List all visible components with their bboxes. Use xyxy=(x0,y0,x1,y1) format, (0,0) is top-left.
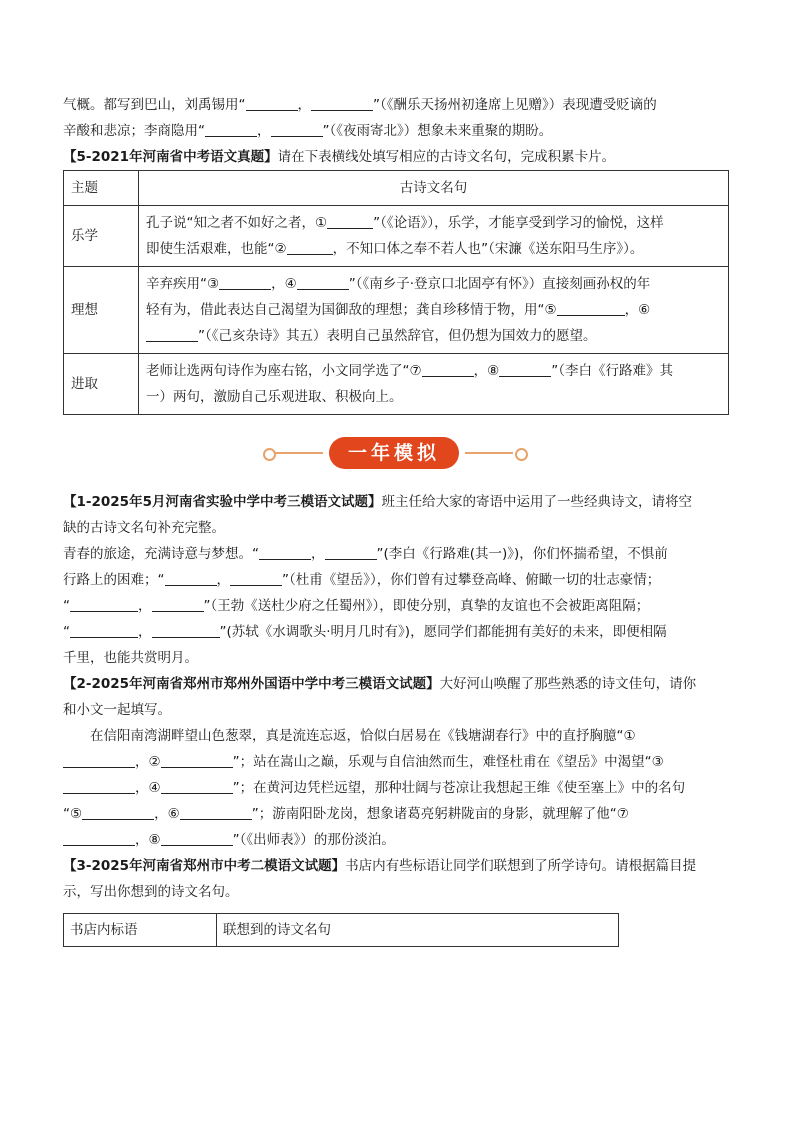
answer-blank[interactable] xyxy=(219,275,271,290)
answer-blank[interactable] xyxy=(63,831,135,846)
table-row xyxy=(64,267,729,354)
answer-blank[interactable] xyxy=(161,753,233,768)
question-3-heading-cont: 示，写出你想到的诗文名句。 xyxy=(63,884,239,900)
answer-blank[interactable] xyxy=(152,623,220,638)
verse-cell: 老师让选两句诗作为座右铭，小文同学选了“⑦ ，⑧ ”（李白《行路难》其 一）两句，激励自己乐观进取、积极向上。 xyxy=(139,354,729,415)
table-row xyxy=(64,354,729,415)
ornament-swirl-right xyxy=(515,448,528,461)
answer-blank[interactable] xyxy=(259,545,311,560)
intro-line-1: 气概。都写到巴山，刘禹锡用“ ， ”（《酬乐天扬州初逢席上见赠》）表现遭受贬谪的 xyxy=(63,97,657,113)
header-verses: 古诗文名句 xyxy=(139,171,729,206)
question-2-heading-cont: 和小文一起填写。 xyxy=(63,702,171,718)
question-2-heading: 【2-2025年河南省郑州市郑州外国语中学中考三模语文试题】大好河山唤醒了那些熟悉的诗文佳句，请你 xyxy=(63,676,697,692)
question-3-heading: 【3-2025年河南省郑州市中考二模语文试题】书店内有些标语让同学们联想到了所学诗句。请根据篇目提 xyxy=(63,858,697,874)
table-row xyxy=(64,206,729,267)
header-theme: 主题 xyxy=(64,171,139,206)
answer-blank[interactable] xyxy=(82,805,154,820)
answer-blank[interactable] xyxy=(557,301,625,316)
answer-blank[interactable] xyxy=(161,831,233,846)
answer-blank[interactable] xyxy=(63,779,135,794)
ornament-swirl-left xyxy=(263,448,276,461)
section-title: 一年模拟 xyxy=(329,437,459,469)
header-associated-verse: 联想到的诗文名句 xyxy=(217,914,619,947)
section-banner xyxy=(63,429,729,481)
table-header-row xyxy=(64,171,729,206)
header-slogan: 书店内标语 xyxy=(64,914,217,947)
answer-blank[interactable] xyxy=(152,597,204,612)
ornament-line-right xyxy=(465,452,513,454)
answer-blank[interactable] xyxy=(165,571,217,586)
answer-blank[interactable] xyxy=(205,122,257,137)
question-tag: 【5-2021年河南省中考语文真题】 xyxy=(63,149,278,165)
question-1-heading: 【1-2025年5月河南省实验中学中考三模语文试题】班主任给大家的寄语中运用了一些经典诗文，请将空 xyxy=(63,494,692,510)
question-1-heading-cont: 缺的古诗文名句补充完整。 xyxy=(63,520,225,536)
answer-blank[interactable] xyxy=(230,571,282,586)
q2-line: “⑤ ，⑥ ”；游南阳卧龙岗，想象诸葛亮躬耕陇亩的身影，就理解了他“⑦ xyxy=(63,806,629,822)
theme-cell: 进取 xyxy=(64,354,139,415)
answer-blank[interactable] xyxy=(70,597,138,612)
answer-blank[interactable] xyxy=(297,275,349,290)
answer-blank[interactable] xyxy=(311,96,373,111)
answer-blank[interactable] xyxy=(325,545,377,560)
answer-blank[interactable] xyxy=(180,805,252,820)
accumulation-card-table xyxy=(63,170,729,415)
answer-blank[interactable] xyxy=(422,362,474,377)
q1-line: 行路上的困难；“ ， ”（杜甫《望岳》），你们曾有过攀登高峰、俯瞰一切的壮志豪情； xyxy=(63,572,661,588)
answer-blank[interactable] xyxy=(161,779,233,794)
ornament-line-left xyxy=(275,452,323,454)
q2-line: ，⑧ ”（《出师表》）的那份淡泊。 xyxy=(63,827,729,853)
theme-cell: 理想 xyxy=(64,267,139,354)
q1-line: “ ， ”(苏轼《水调歌头·明月几时有》)，愿同学们都能拥有美好的未来，即便相隔 xyxy=(63,624,667,640)
q1-line: 青春的旅途，充满诗意与梦想。“ ， ”(李白《行路难(其一)》)，你们怀揣希望，不惧前 xyxy=(63,546,668,562)
q1-line: “ ， ”（王勃《送杜少府之任蜀州》），即使分别，真挚的友谊也不会被距离阻隔； xyxy=(63,598,650,614)
q2-line: 在信阳南湾湖畔望山色葱翠，真是流连忘返，恰似白居易在《钱塘湖春行》中的直抒胸臆“① xyxy=(90,728,636,744)
answer-blank[interactable] xyxy=(271,122,323,137)
answer-blank[interactable] xyxy=(246,96,298,111)
table-header-row xyxy=(64,914,619,947)
bookstore-slogan-table xyxy=(63,913,619,947)
answer-blank[interactable] xyxy=(70,623,138,638)
answer-blank[interactable] xyxy=(327,214,373,229)
answer-blank[interactable] xyxy=(63,753,135,768)
answer-blank[interactable] xyxy=(146,327,198,342)
q1-line: 千里，也能共赏明月。 xyxy=(63,650,198,666)
answer-blank[interactable] xyxy=(287,240,333,255)
intro-line-2: 辛酸和悲凉；李商隐用“ ， ”（《夜雨寄北》）想象未来重聚的期盼。 xyxy=(63,123,553,139)
page-content xyxy=(63,92,729,947)
verse-cell: 辛弃疾用“③ ，④ ”（《南乡子·登京口北固亭有怀》）直接刻画孙权的年 轻有为，借此表达自己渴望为国御敌的理想；龚自珍移情于物，用“⑤ ，⑥ ”（《己亥杂诗》其五）表明自己虽然辞官，但仍想为国效力的愿望。 xyxy=(139,267,729,354)
q2-line: ，④ ”；在黄河边凭栏远望，那种壮阔与苍凉让我想起王维《使至塞上》中的名句 xyxy=(63,775,729,801)
q2-line: ，② ”；站在嵩山之巅，乐观与自信油然而生，难怪杜甫在《望岳》中渴望“③ xyxy=(63,749,729,775)
question-5-heading: 【5-2021年河南省中考语文真题】请在下表横线处填写相应的古诗文名句，完成积累卡片。 xyxy=(63,149,616,165)
verse-cell: 孔子说“知之者不如好之者，① ”（《论语》），乐学，才能享受到学习的愉悦，这样 即使生活艰难，也能“② ，不知口体之奉不若人也”（宋濂《送东阳马生序》）。 xyxy=(139,206,729,267)
theme-cell: 乐学 xyxy=(64,206,139,267)
answer-blank[interactable] xyxy=(499,362,551,377)
